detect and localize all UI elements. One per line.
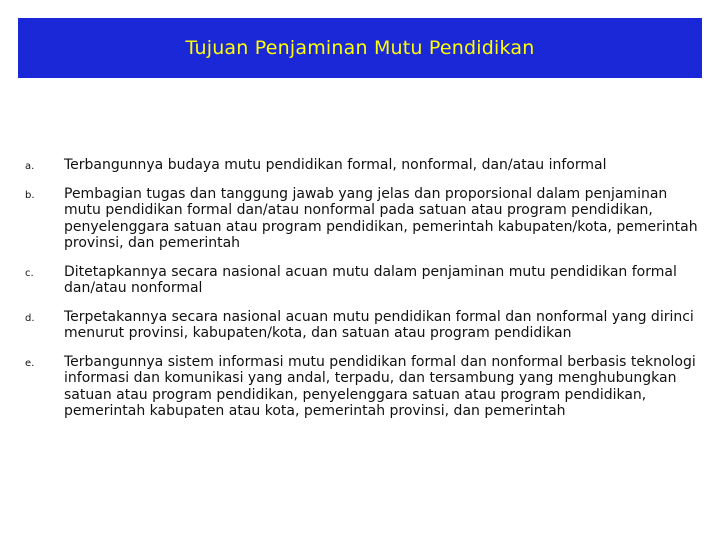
list-marker: b. — [25, 189, 35, 201]
objectives-list — [18, 157, 702, 432]
list-marker: c. — [25, 267, 34, 279]
list-item-text: Terpetakannya secara nasional acuan mutu pendidikan formal dan nonformal yang dirinci menurut provinsi, kabupaten/kota, dan satuan atau program pendidikan — [64, 308, 694, 341]
list-marker: e. — [25, 357, 35, 369]
list-item-text: Terbangunnya budaya mutu pendidikan formal, nonformal, dan/atau informal — [64, 157, 607, 173]
list-marker: a. — [25, 161, 35, 172]
list-item-text: Ditetapkannya secara nasional acuan mutu dalam penjaminan mutu pendidikan formal dan/atau nonformal — [64, 263, 677, 296]
slide-title: Tujuan Penjaminan Mutu Pendidikan — [185, 37, 535, 59]
list-item-d — [18, 309, 702, 342]
title-banner — [18, 18, 702, 78]
list-marker: d. — [25, 312, 35, 324]
list-item-text: Pembagian tugas dan tanggung jawab yang jelas dan proporsional dalam penjaminan mutu pendidikan formal dan/atau nonformal pada satuan atau program pendidikan, penyelenggara satuan atau program pendidikan, pemerintah kabupaten/kota, pemerintah provinsi, dan pemerintah — [64, 185, 698, 251]
list-item-c — [18, 264, 702, 297]
list-item-a — [18, 157, 702, 174]
list-item-text: Terbangunnya sistem informasi mutu pendidikan formal dan nonformal berbasis teknologi informasi dan komunikasi yang andal, terpadu, dan tersambung yang menghubungkan satuan atau program pendidikan, penyelenggara satuan atau program pendidikan, pemerintah kabupaten atau kota, pemerintah provinsi, dan pemerintah — [64, 353, 696, 419]
list-item-b — [18, 186, 702, 252]
list-item-e — [18, 354, 702, 420]
